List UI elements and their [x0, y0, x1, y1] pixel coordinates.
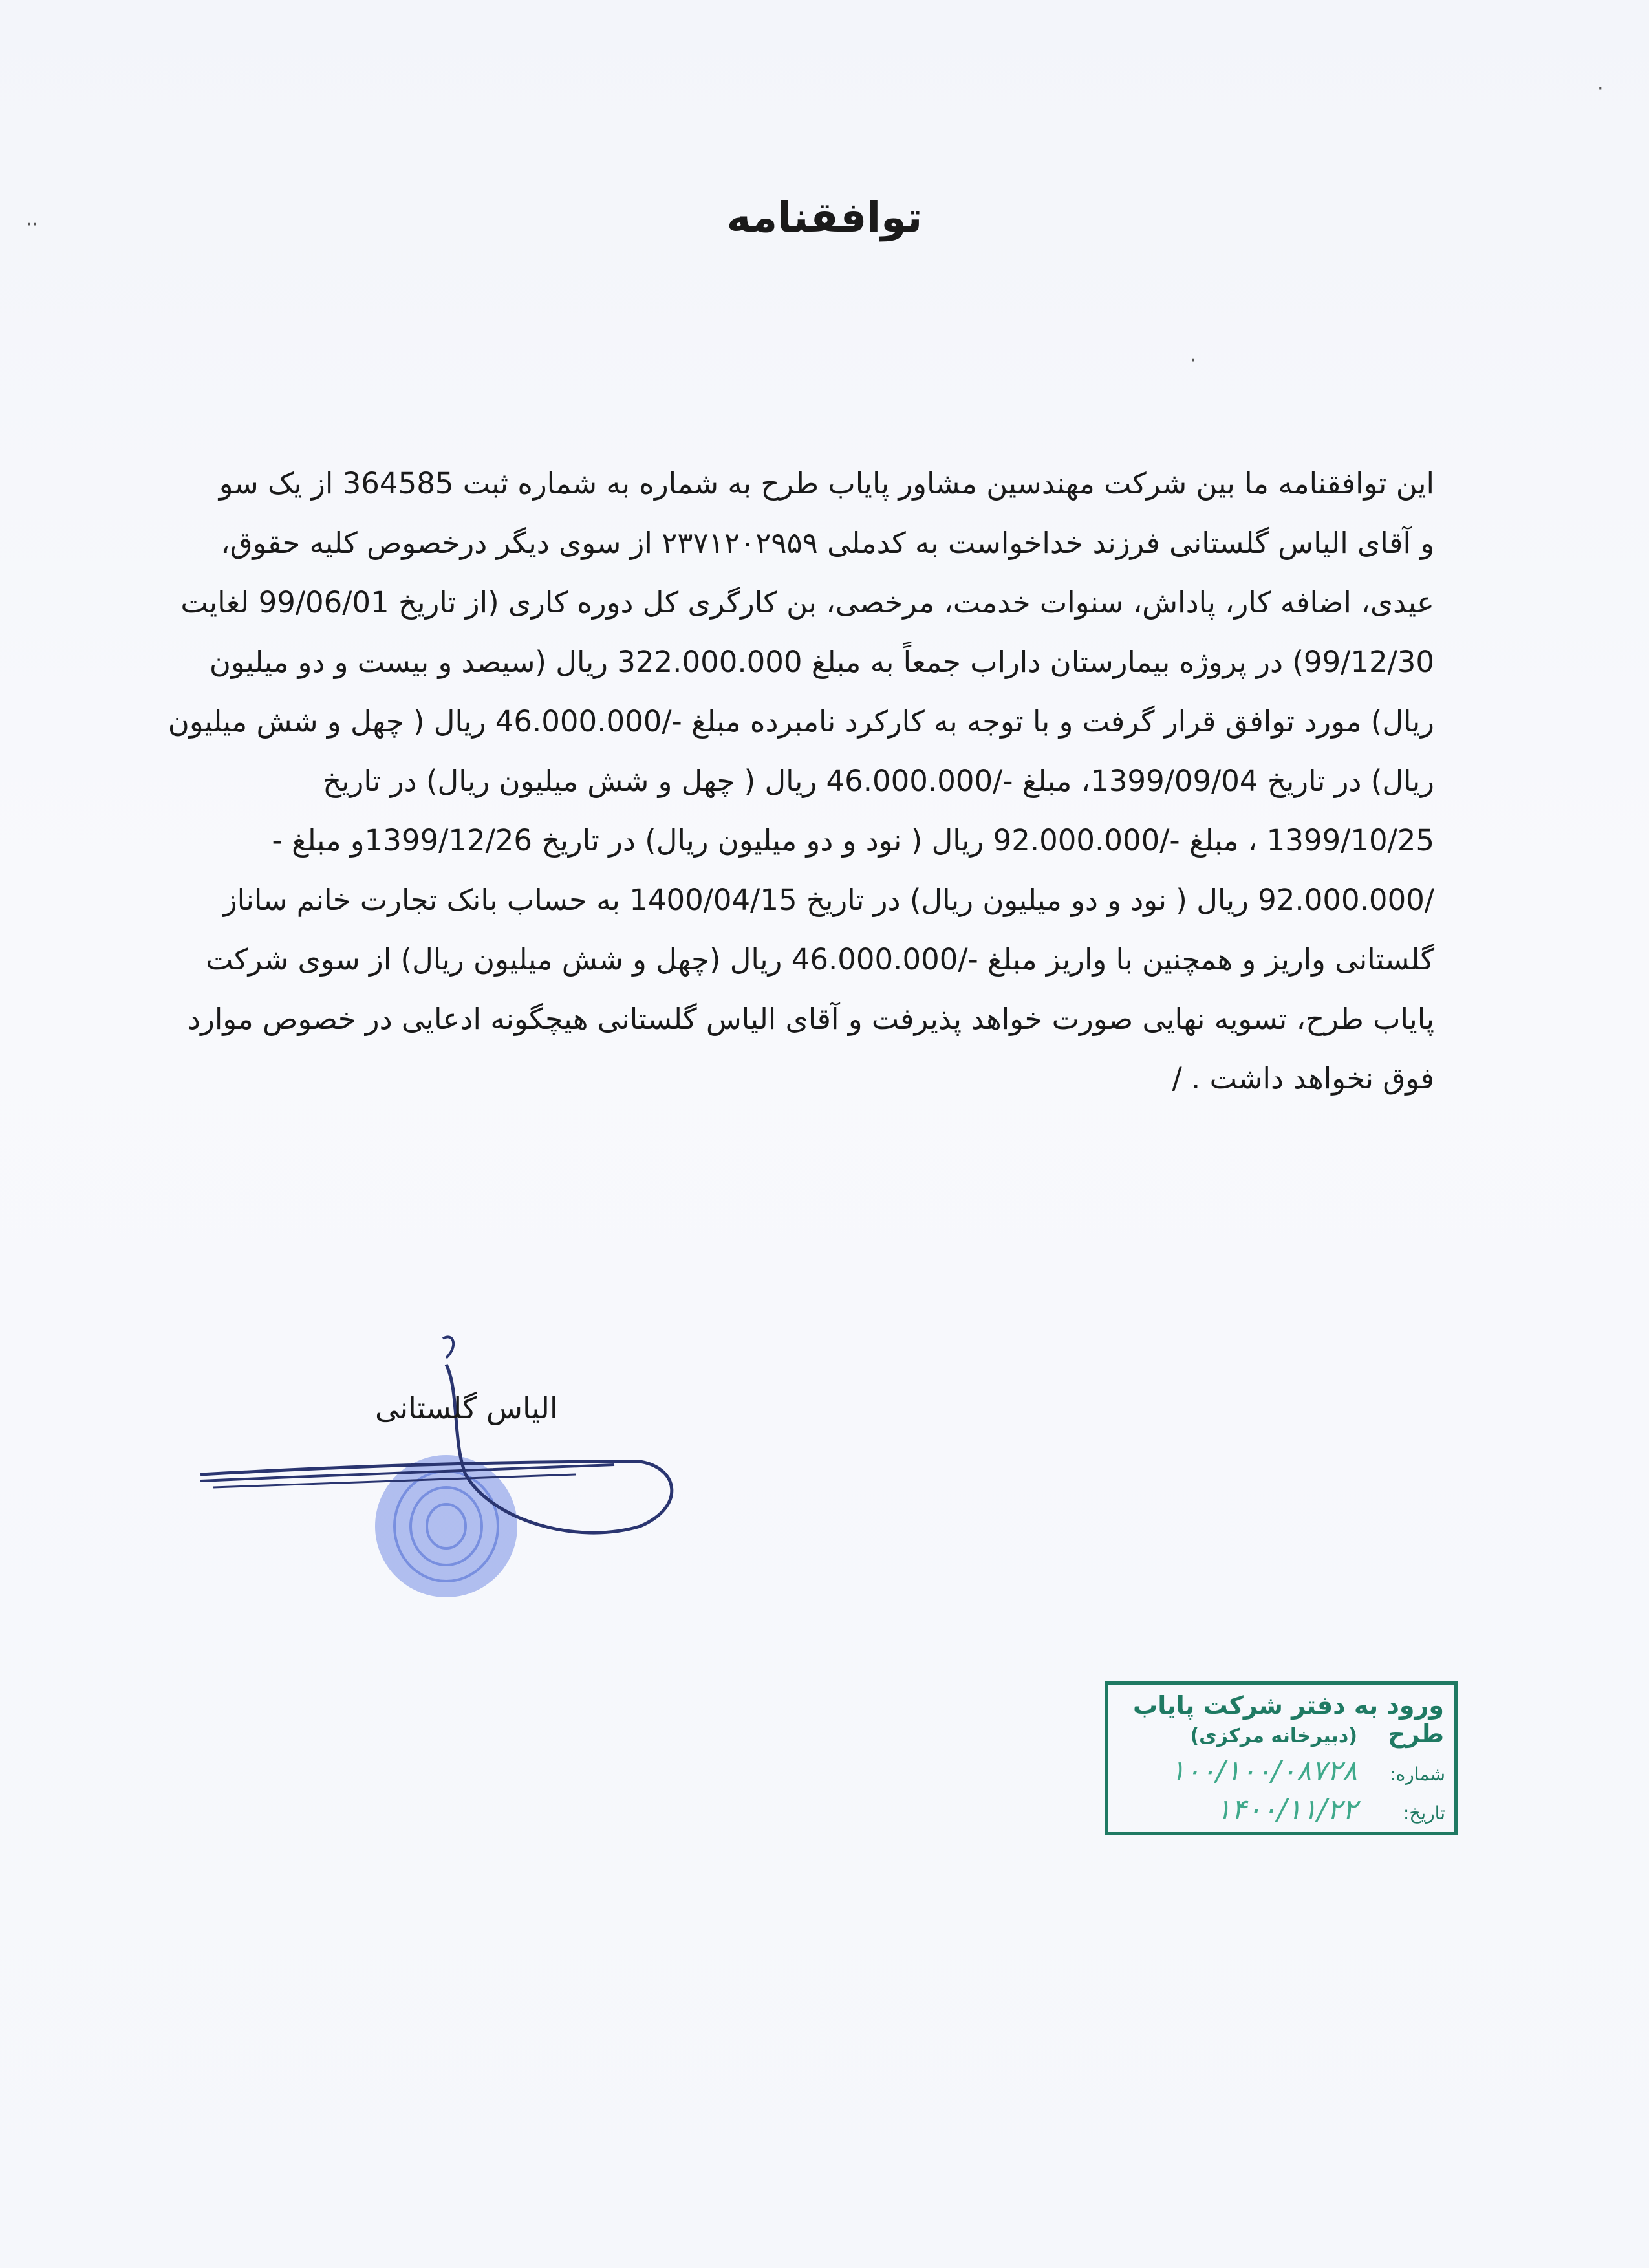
- scan-speck: ·: [1190, 349, 1196, 372]
- stamp-title: ورود به دفتر شرکت پایاب طرح: [1133, 1691, 1444, 1748]
- stamp-number-value: ۱۰۰/۱۰۰/۰۸۷۲۸: [1170, 1755, 1357, 1787]
- registration-stamp: [1105, 1681, 1458, 1835]
- body-line: و آقای الیاس گلستانی فرزند خداخواست به کدملی ۲۳۷۱۲۰۲۹۵۹ از سوی دیگر درخصوص کلیه حقوق،: [221, 526, 1434, 560]
- stamp-date-label: تاریخ:: [1403, 1802, 1445, 1824]
- agreement-body: [167, 454, 1434, 1108]
- document-title: توافقنامه: [726, 194, 923, 242]
- body-line: ریال) مورد توافق قرار گرفت و با توجه به کارکرد نامبرده مبلغ -/46.000.000 ریال ( چهل و شش میلیون: [167, 704, 1434, 739]
- body-line: گلستانی واریز و همچنین با واریز مبلغ -/46.000.000 ریال (چهل و شش میلیون ریال) از سوی شرکت: [206, 942, 1434, 977]
- stamp-date-value: ۱۴۰۰/۱۱/۲۲: [1216, 1793, 1357, 1826]
- body-line: 99/12/30) در پروژه بیمارستان داراب جمعاً به مبلغ 322.000.000 ریال (سیصد و بیست و دو میلیون: [209, 645, 1434, 679]
- body-line: عیدی، اضافه کار، پاداش، سنوات خدمت، مرخصی، بن کارگری کل دوره کاری (از تاریخ 99/06/01 لغایت: [180, 585, 1434, 620]
- stamp-number-label: شماره:: [1390, 1764, 1445, 1785]
- scan-speck: ·: [1597, 78, 1604, 100]
- stamp-subtitle: (دبیرخانه مرکزی): [1190, 1725, 1357, 1747]
- body-line: پایاب طرح، تسویه نهایی صورت خواهد پذیرفت و آقای الیاس گلستانی هیچگونه ادعایی در خصوص موارد: [188, 1002, 1434, 1036]
- body-line: 1399/10/25 ، مبلغ -/92.000.000 ریال ( نود و دو میلیون ریال) در تاریخ 1399/12/26و مبلغ -: [272, 823, 1434, 858]
- body-line: فوق نخواهد داشت . /: [1172, 1061, 1434, 1096]
- signature-graphic: [188, 1313, 705, 1636]
- body-line: /92.000.000 ریال ( نود و دو میلیون ریال) در تاریخ 1400/04/15 به حساب بانک تجارت خانم ساناز: [222, 883, 1434, 917]
- body-line: این توافقنامه ما بین شرکت مهندسین مشاور پایاب طرح به شماره به شماره ثبت 364585 از یک سو: [219, 466, 1434, 501]
- body-line: ریال) در تاریخ 1399/09/04، مبلغ -/46.000.000 ریال ( چهل و شش میلیون ریال) در تاریخ: [323, 764, 1434, 798]
- signatory-name: الیاس گلستانی: [375, 1390, 558, 1425]
- scan-speck: ··: [26, 213, 39, 236]
